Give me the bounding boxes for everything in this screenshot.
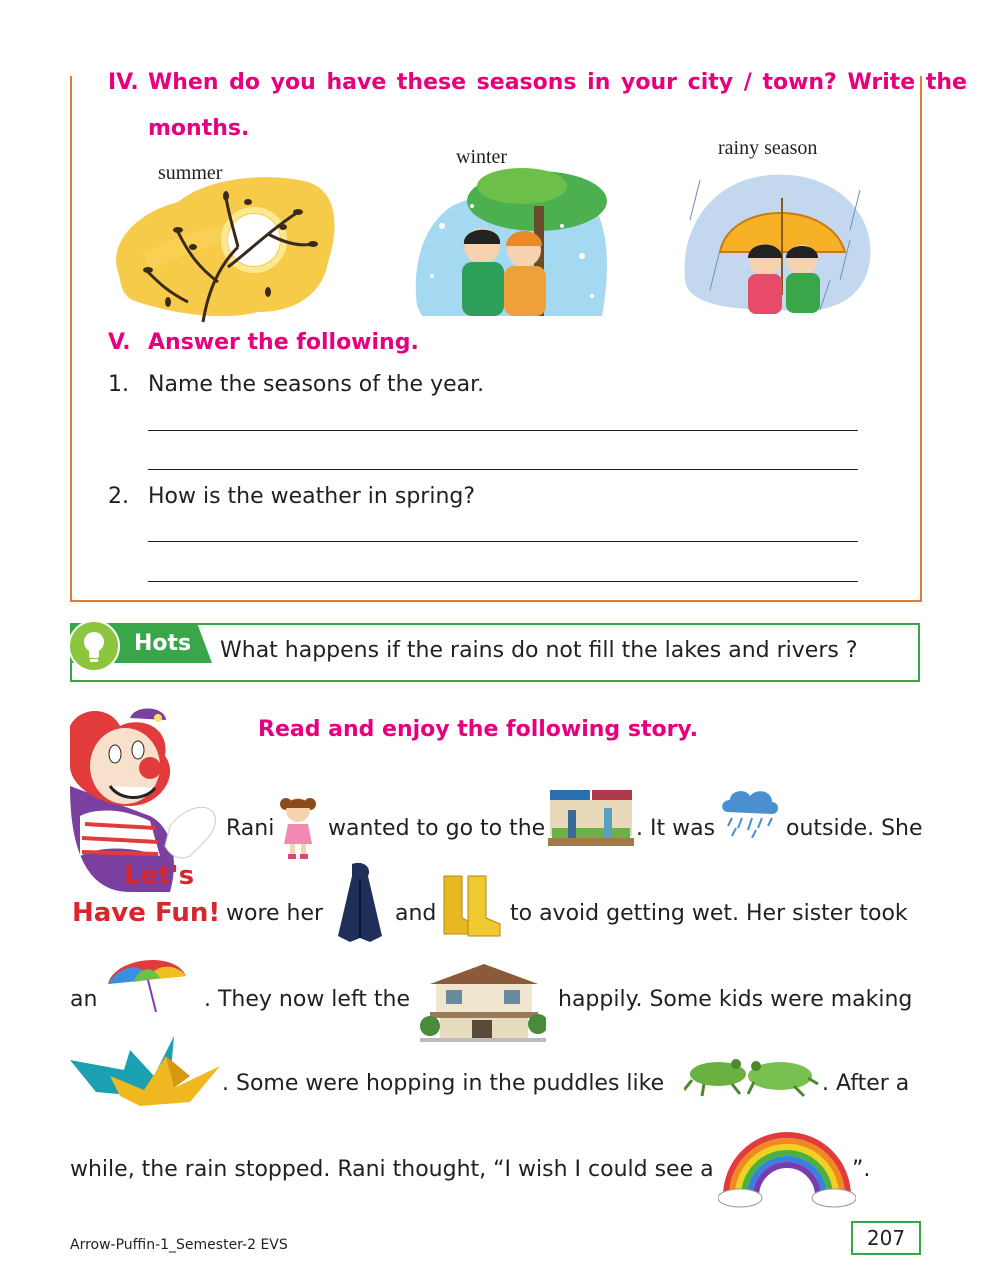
story-text: wanted to go to the xyxy=(328,816,546,841)
story-heading: Read and enjoy the following story. xyxy=(258,717,699,742)
answer-line[interactable] xyxy=(148,469,858,470)
story-text: Rani xyxy=(226,816,275,841)
raincoat-icon xyxy=(334,862,386,944)
section-iv-question-cont: months. xyxy=(148,116,250,141)
winter-image xyxy=(412,166,612,318)
rainy-season-label: rainy season xyxy=(718,137,818,159)
hots-question: What happens if the rains do not fill the lakes and rivers ? xyxy=(220,638,858,663)
umbrella-icon xyxy=(104,950,188,1016)
story-text: happily. Some kids were making xyxy=(558,987,913,1012)
summer-image xyxy=(108,172,340,324)
section-v-title: Answer the following. xyxy=(148,330,419,355)
story-text: . Some were hopping in the puddles like xyxy=(222,1071,665,1096)
hots-label: Hots xyxy=(134,631,192,656)
story-text: outside. She xyxy=(786,816,923,841)
house-icon xyxy=(420,958,546,1042)
story-text: . It was xyxy=(636,816,716,841)
story-text: to avoid getting wet. Her sister took xyxy=(510,901,908,926)
story-text: ”. xyxy=(852,1157,871,1182)
story-text: while, the rain stopped. Rani thought, “I wish I could see a xyxy=(70,1157,714,1182)
question-2-number: 2. xyxy=(108,484,129,509)
rainy-season-image xyxy=(680,160,876,316)
market-icon xyxy=(548,788,634,850)
answer-line[interactable] xyxy=(148,430,858,431)
question-2-text: How is the weather in spring? xyxy=(148,484,476,509)
gumboots-icon xyxy=(440,874,504,938)
section-iv-question: When do you have these seasons in your city / town? Write the xyxy=(148,70,967,95)
rainbow-icon xyxy=(718,1130,856,1208)
story-text: and xyxy=(395,901,437,926)
answer-line[interactable] xyxy=(148,581,858,582)
lets-have-fun-line2: Have Fun! xyxy=(72,898,221,928)
girl-icon xyxy=(278,792,318,860)
lets-have-fun-line1: Let's xyxy=(124,861,195,891)
story-text: . After a xyxy=(822,1071,910,1096)
section-v-number: V. xyxy=(108,330,131,355)
frogs-icon xyxy=(684,1050,820,1100)
question-1-number: 1. xyxy=(108,372,129,397)
story-text: . They now left the xyxy=(204,987,411,1012)
summer-label: summer xyxy=(158,162,223,184)
question-1-text: Name the seasons of the year. xyxy=(148,372,485,397)
answer-line[interactable] xyxy=(148,541,858,542)
section-iv-number: IV. xyxy=(108,70,139,95)
story-text: an xyxy=(70,987,98,1012)
winter-label: winter xyxy=(456,146,508,168)
book-title: Arrow-Puffin-1_Semester-2 EVS xyxy=(70,1237,288,1253)
paper-boats-icon xyxy=(70,1036,222,1106)
page-number: 207 xyxy=(851,1221,921,1255)
rain-cloud-icon xyxy=(718,786,782,838)
lightbulb-icon xyxy=(68,620,120,672)
story-text: wore her xyxy=(226,901,324,926)
